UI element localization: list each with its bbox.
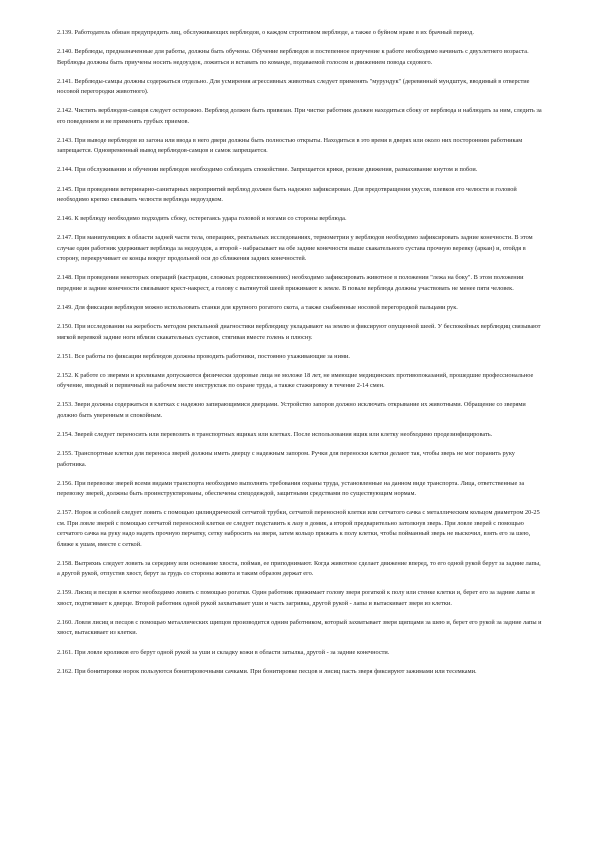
paragraph-2-147: 2.147. При манипуляциях в области задней части тела, операциях, ректальных исследованиях, термометрии у верблюдов необходимо зафиксировать задние конечности. В этом случае один работник удерживает верблюда за недоуздок, а второй - набрасывает на обе задние конечности выше скакательного сустава прочную веревку (аркан) и, отойдя в сторону, перекручивает ее концы вокруг продольной оси до сближения задних конечностей. [57,234,533,263]
paragraph-2-145: 2.145. При проведении ветеринарно-санитарных мероприятий верблюд должен быть надежно зафиксирован. Для предотвращения укусов, плевков его челюсти и головой необходимо крепко связывать челюсти верблюда недоуздком. [57,185,517,204]
paragraph-2-144: 2.144. При обслуживании и обучении верблюдов необходимо соблюдать спокойствие. Запрещается крики, резкие движения, размахивание кнутом и побои. [57,166,478,174]
paragraph-2-141: 2.141. Верблюды-самцы должны содержаться отдельно. Для усмирения агрессивных животных следует применять "мурундук" (деревянный мундштук, вводимый в отверстие носовой перегородки животного). [57,77,530,96]
paragraph-2-154: 2.154. Зверей следует переносить или перевозить в транспортных ящиках или клетках. После использования ящик или клетку необходимо продезинфицировать. [57,430,493,438]
paragraph-2-160: 2.160. Ловля лисиц и песцов с помощью металлических щипцов производится одним работником, который захватывает зверя щипцами за шею и, берет его рукой за задние лапы и хвост, вытаскивает из клетки. [57,618,542,637]
paragraph-2-146: 2.146. К верблюду необходимо подходить сбоку, остерегаясь удара головой и ногами со стороны верблюда. [57,215,347,223]
paragraph-2-149: 2.149. Для фиксации верблюдов можно использовать станки для крупного рогатого скота, а также снабженные носовой перегородкой пальцами рук. [57,303,458,311]
paragraph-2-142: 2.142. Чистить верблюдов-самцов следует осторожно. Верблюд должен быть привязан. При чистке работник должен находиться сбоку от верблюда и наблюдать за ним, следить за его поведением и не применять грубых приемов. [57,107,542,125]
paragraph-2-139: 2.139. Работодатель обязан предупредить лиц, обслуживающих верблюдов, о каждом строптивом верблюде, а также о буйном нраве в их брачный период. [57,29,474,36]
paragraph-2-156: 2.156. При перевозке зверей всеми видами транспорта необходимо выполнять требования охраны труда, установленные на данном виде транспорта. Лица, ответственные за перевозку зверей, должны быть проинструктированы, обеспечены спецодеждой, защитными средствами по существующим нормам. [57,479,525,498]
paragraph-2-162: 2.162. При бонитировке норок пользуются бонитировочными сачками. При бонитировке песцов и лисиц пасть зверя фиксируют зажимами или тесемками. [57,667,477,675]
paragraph-2-150: 2.150. При исследовании на жеребость методом ректальной диагностики верблюдицу укладывают на землю и фиксируют опущенной шеей. У беспокойных верблюдиц связывают мягкой веревкой задние ноги вблизи скакательных суставов, стягивая вместе голень и плюсну. [57,323,541,341]
document-body [57,28,543,686]
paragraph-2-153: 2.153. Звери должны содержаться в клетках с надежно запирающимися дверцами. Устройство запоров должно исключать открывание их животными. Обращение со зверями должно быть уверенным и спокойным. [57,401,526,419]
paragraph-2-157: 2.157. Норок и соболей следует ловить с помощью цилиндрической сетчатой трубки, сетчатой переносной клетки или сетчатого сачка с металлическим кольцом диаметром 20-25 см. При ловле зверей с помощью сетчатой переносной клетки ее следует подставить к лазу в домик, а второй предварительно затолкнув зверь. При ловле зверей с помощью сетчатого сачка на руку надо надеть прочную перчатку, сетку набросить на зверя, затем кольцо прижать к полу клетки, чтобы пойманный зверь не выскочил, взять его за шею, ближе к ушам, вместе с сеткой. [57,509,540,548]
paragraph-2-159: 2.159. Лисиц и песцов в клетке необходимо ловить с помощью рогатки. Один работник прижимает голову зверя рогаткой к полу или стенке клетки и, берет его за задние лапы и хвост, подтягивает к дверце. Второй работник одной рукой захватывает уши и часть загривка, другой рукой - лапы и вытаскивает зверя из клетки. [57,589,535,607]
paragraph-2-140: 2.140. Верблюды, предназначенные для работы, должны быть обучены. Обучение верблюдов и постепенное приучение к работе необходимо начинать с двухлетнего возраста. Верблюды должны быть приучены носить недоуздок, ложиться и вставать по команде, подаваемой голосом и движением повода седового. [57,48,529,66]
paragraph-2-143: 2.143. При выводе верблюдов из загона или ввода в него двери должны быть полностью открыты. Находиться в это время в дверях или около них посторонним работникам запрещается. Одновременный вывод верблюдов-самцов и самок запрещается. [57,136,523,155]
paragraph-2-148: 2.148. При проведении некоторых операций (кастрации, сложных родовспоможениях) необходимо зафиксировать животное в положении "лежа на боку". В этом положении передние и задние конечности связывают крест-накрест, а голову с вытянутой шеей прижимают к земле. В повале верблюда должны участвовать не менее пяти человек. [57,274,524,292]
paragraph-2-161: 2.161. При ловле кроликов его берут одной рукой за уши и складку кожи в области затылка, другой - за задние конечности. [57,648,390,656]
paragraph-2-151: 2.151. Все работы по фиксации верблюдов должны проводить работники, постоянно ухаживающие за ними. [57,352,350,360]
paragraph-2-158: 2.158. Вытряхиь следует ловить за середину или основание хвоста, поймав, ее приподнимают. Когда животное сделает движение вперед, то его одной рукой берут за задние лапы, а другой рукой, отпустив хвост, берут за грудь со стороны живота и таким образом держат его. [57,559,541,578]
paragraph-2-152: 2.152. К работе со зверями и кроликами допускаются физически здоровые лица не моложе 18 лет, не имеющие медицинских противопоказаний, прошедшие профессиональное обучение, вводный и первичный на рабочем месте инструктаж по охране труда, а также стажировку в течение 2-14 смен. [57,371,534,390]
paragraph-2-155: 2.155. Транспортные клетки для переноса зверей должны иметь дверцу с надежным запором. Ручки для переноски клетки делают так, чтобы зверь не мог поранить руку работника. [57,450,515,468]
